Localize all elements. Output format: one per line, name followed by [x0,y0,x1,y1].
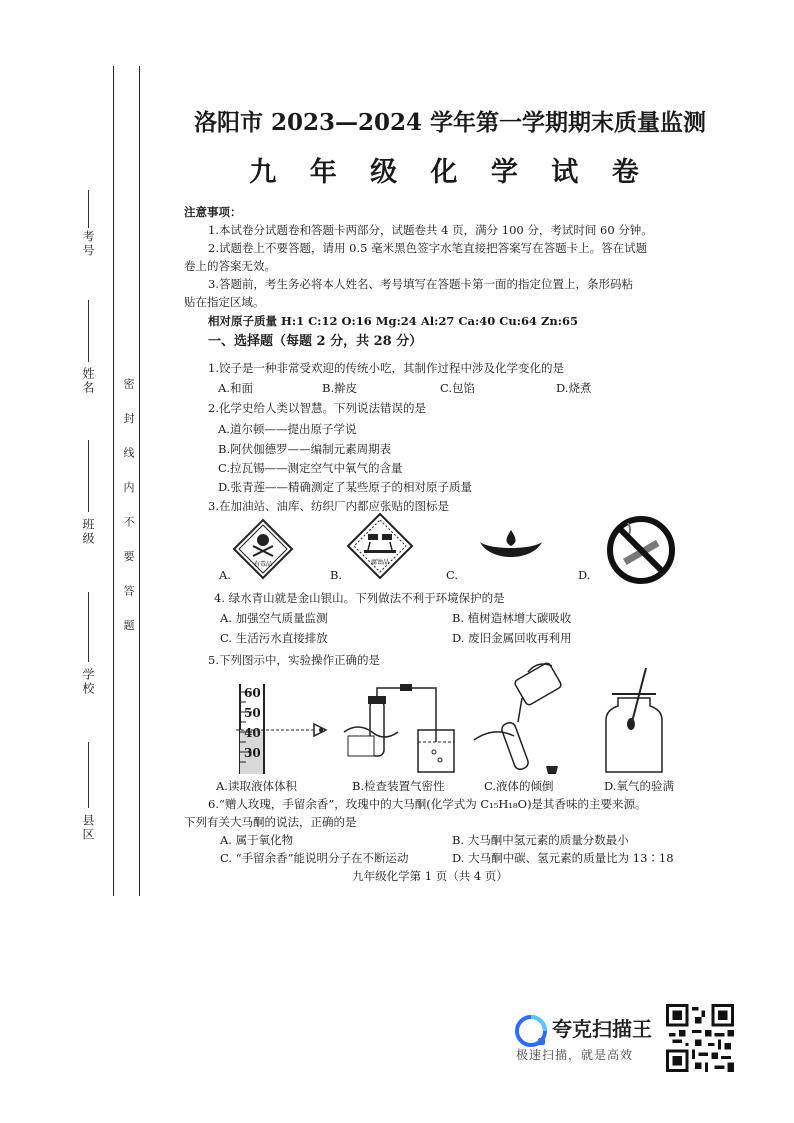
scale-label-30: 30 [244,746,261,760]
q3-option-d: D. [578,568,591,582]
q6-option-b: B. 大马酮中氢元素的质量分数最小 [452,833,629,847]
q2-stem: 2.化学史给人类以智慧。下列说法错误的是 [208,401,426,415]
oxygen-test-figure [600,664,670,776]
scale-label-40: 40 [244,726,261,740]
q5-stem: 5.下列图示中，实验操作正确的是 [208,653,380,667]
blank-xianqu [88,742,89,808]
notes-item: 1.本试卷分试题卷和答题卡两部分，试题卷共 4 页，满分 100 分，考试时间 60 分钟。 [208,223,653,237]
scanner-app-name: 夸克扫描王 [552,1017,652,1041]
q5-option-c: C.液体的倾倒 [484,779,554,793]
notes-item: 3.答题前，考生务必将本人姓名、考号填写在答题卡第一面的指定位置上，条形码粘 [208,277,633,291]
pouring-liquid-figure [468,662,580,780]
q6-option-d: D. 大马酮中碳、氢元素的质量比为 13∶18 [452,851,674,865]
q6-option-c: C. “手留余香”能说明分子在不断运动 [220,851,409,865]
q2-option-b: B.阿伏伽德罗——编制元素周期表 [218,442,392,456]
q4-option-b: B. 植树造林增大碳吸收 [452,611,572,625]
q1-option-c: C.包馅 [440,381,476,395]
toxic-sign-label: 有毒品 [253,561,273,568]
scale-label-50: 50 [244,706,261,720]
label-xingming: 姓名 [81,367,95,395]
q3-option-b: B. [330,568,343,582]
label-banji: 班级 [81,518,95,546]
q5-option-b: B.检查装置气密性 [352,779,445,793]
scanner-slogan: 极速扫描，就是高效 [516,1048,634,1062]
seal-notice: 密 封 线 内 不 要 答 题 [122,378,135,641]
q2-option-c: C.拉瓦锡——测定空气中氧气的含量 [218,461,403,475]
atomic-mass: 相对原子质量 H:1 C:12 O:16 Mg:24 Al:27 Ca:40 Cu:64 Zn:65 [208,314,578,328]
scanner-logo-icon [514,1014,548,1048]
toxic-sign-icon [232,518,294,580]
q6-option-a: A. 属于氧化物 [220,833,294,847]
q4-stem: 4. 绿水青山就是金山银山。下列做法不利于环境保护的是 [214,591,505,605]
exam-subtitle: 九 年 级 化 学 试 卷 [249,157,651,188]
exam-title: 洛阳市 2023—2024 学年第一学期期末质量监测 [193,109,707,136]
q3-option-c: C. [446,568,459,582]
page-footer: 九年级化学第 1 页（共 4 页） [352,869,508,883]
q1-option-b: B.擀皮 [322,381,358,395]
q1-option-d: D.烧煮 [556,381,592,395]
q5-option-d: D.氧气的验满 [604,779,674,793]
q2-option-a: A.道尔顿——提出原子学说 [218,422,357,436]
notes-item: 卷上的答案无效。 [184,259,276,273]
label-xianqu: 县区 [81,814,95,842]
margin-line-inner [139,66,140,896]
q4-option-a: A. 加强空气质量监测 [220,611,328,625]
blank-kaohao [88,190,89,228]
label-kaohao: 考号 [81,230,95,258]
q5-option-a: A.读取液体体积 [216,779,297,793]
blank-xuexiao [88,592,89,662]
notes-item: 贴在指定区域。 [184,295,265,309]
q6-stem-line2: 下列有关大马酮的说法，正确的是 [184,815,357,829]
notes-item: 2.试题卷上不要答题，请用 0.5 毫米黑色签字水笔直接把答案写在答题卡上。答在试题 [208,241,648,255]
section-heading: 一、选择题（每题 2 分，共 28 分） [208,334,423,349]
graduated-cylinder-figure [222,680,332,776]
blank-xingming [88,300,89,362]
no-smoking-sign-icon [606,515,676,585]
q6-stem-line1: 6.“赠人玫瑰，手留余香”，玫瑰中的大马酮(化学式为 C₁₅H₁₈O)是其香味的主要来源。 [208,797,647,811]
q1-stem: 1.饺子是一种非常受欢迎的传统小吃，其制作过程中涉及化学变化的是 [208,361,564,375]
notes-heading: 注意事项： [184,205,242,219]
q4-option-d: D. 废旧金属回收再利用 [452,631,572,645]
water-drop-sign-icon [478,528,544,568]
q1-option-a: A.和面 [218,381,253,395]
q3-option-a: A. [219,568,231,582]
q4-option-c: C. 生活污水直接排放 [220,631,328,645]
corrosive-sign-icon [346,512,414,580]
margin-line-outer [113,66,114,896]
q2-option-d: D.张青莲——精确测定了某些原子的相对原子质量 [218,480,472,494]
label-xuexiao: 学校 [81,668,95,696]
blank-banji [88,440,89,512]
scale-label-60: 60 [244,686,261,700]
airtightness-figure [340,680,458,776]
q3-stem: 3.在加油站、油库、纺织厂内都应张贴的图标是 [208,499,449,513]
qr-code-icon [666,1004,734,1072]
corrosive-sign-label: 腐蚀品 [370,559,390,566]
